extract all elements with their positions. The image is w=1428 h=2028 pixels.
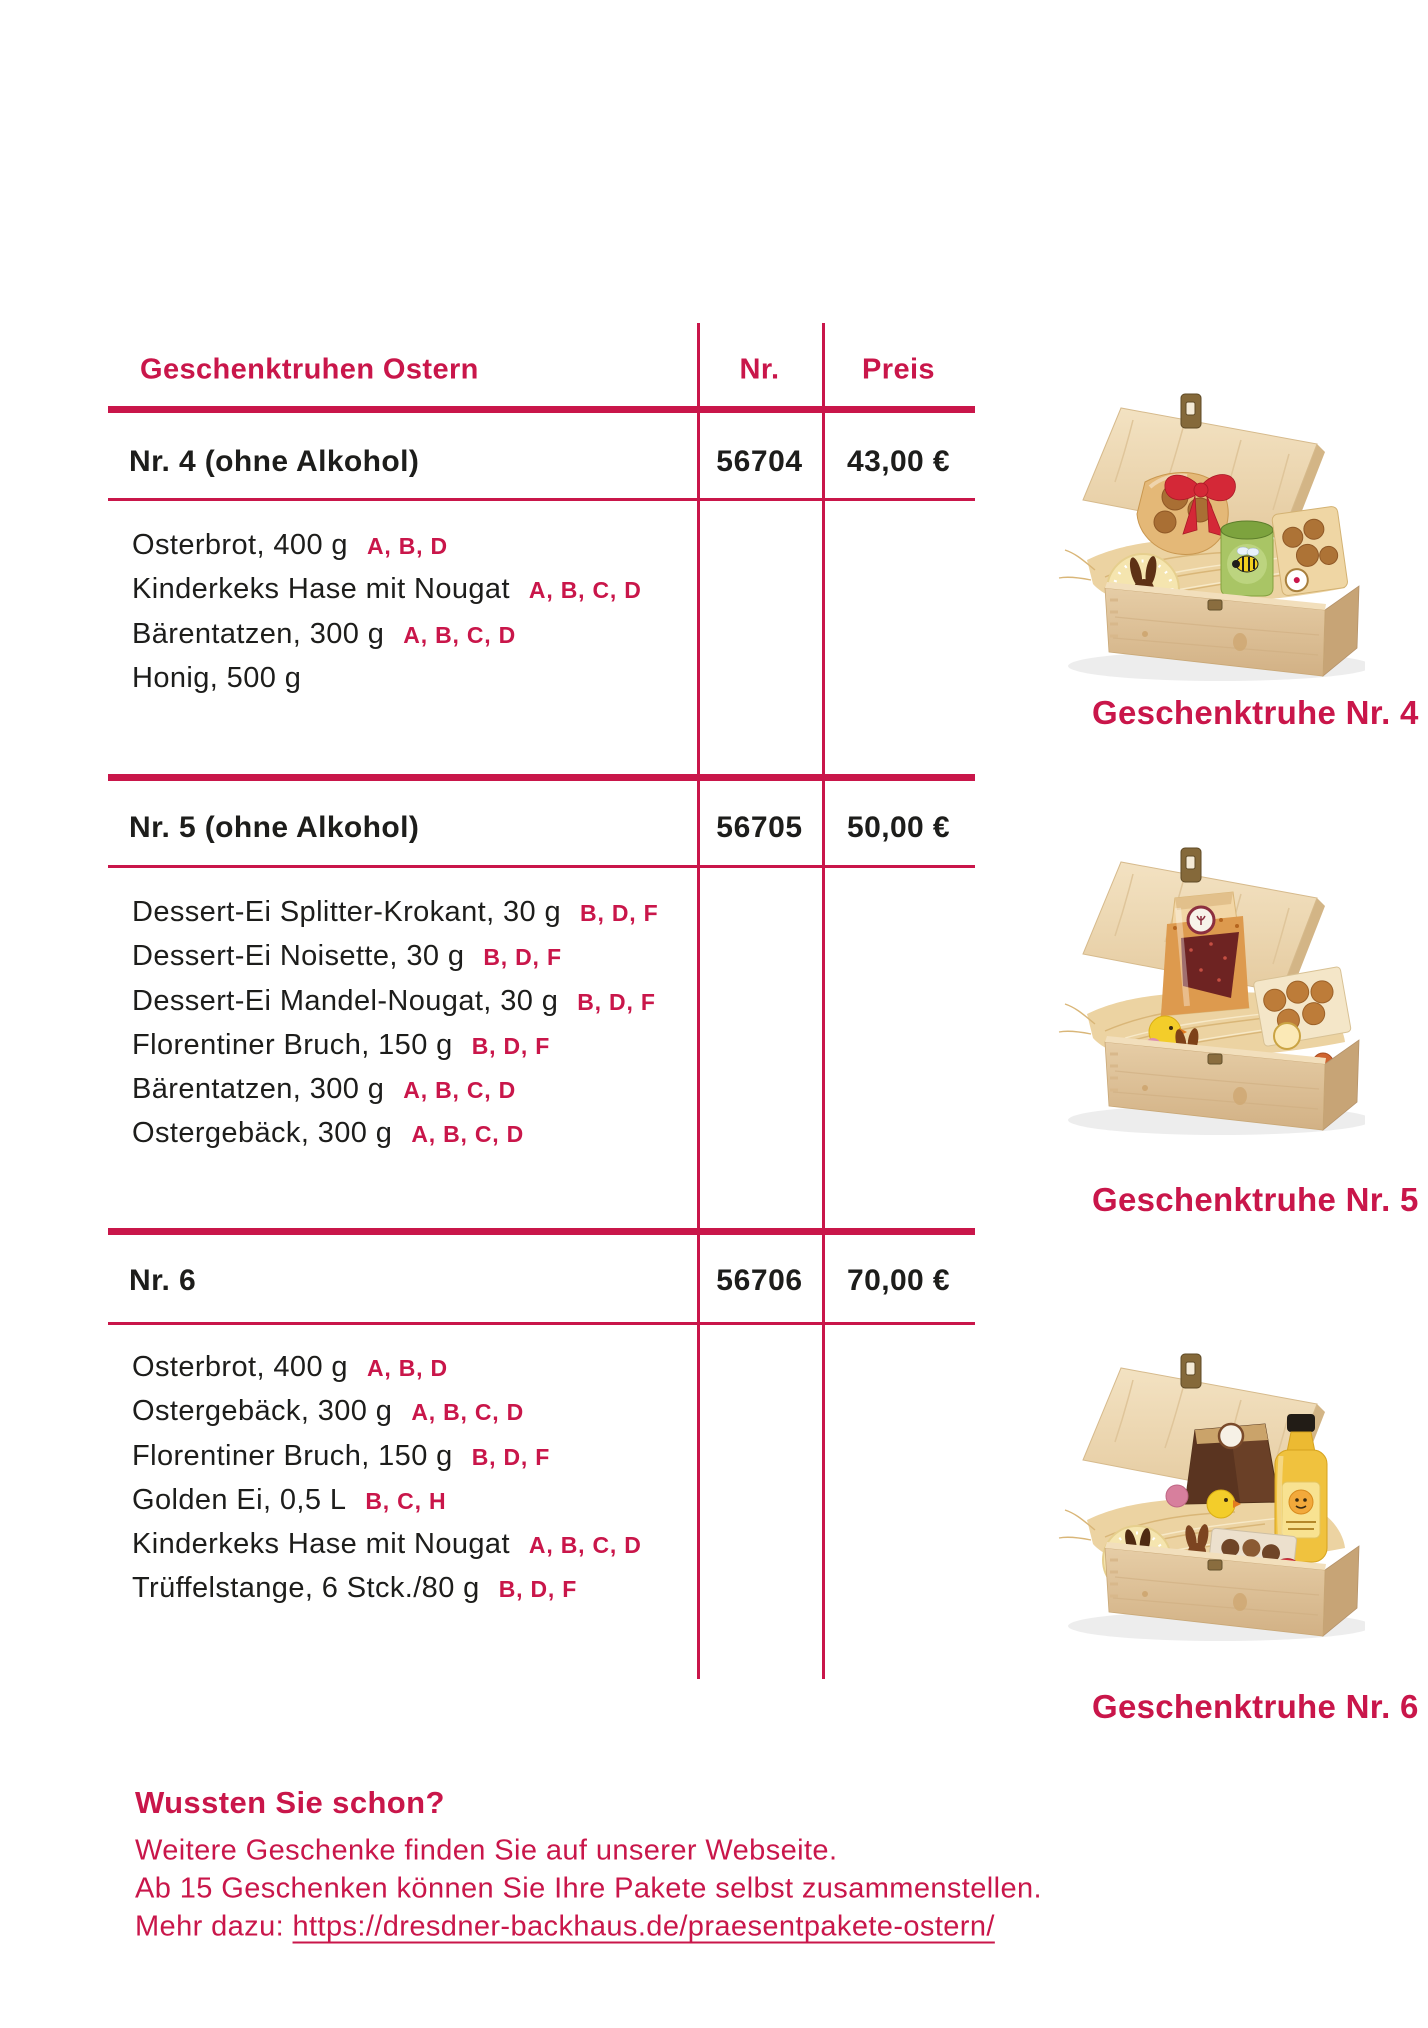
section-5-items (132, 890, 692, 1156)
cookie-pack (1271, 506, 1348, 596)
allergen-codes: B, C, H (365, 1487, 447, 1514)
product-item (132, 1023, 692, 1067)
product-item (132, 1111, 692, 1155)
tray-badge (1274, 1023, 1300, 1049)
product-item (132, 934, 692, 978)
footer-heading: Wussten Sie schon? (135, 1785, 445, 1820)
chocolate-bag (1185, 1424, 1279, 1504)
section-5-name: Nr. 5 (ohne Alkohol) (129, 811, 420, 844)
section-4-name: Nr. 4 (ohne Alkohol) (129, 445, 420, 478)
allergen-codes: A, B, C, D (403, 1077, 517, 1104)
chest-clasp (1181, 394, 1201, 428)
product-name: Florentiner Bruch, 150 g (132, 1028, 453, 1061)
product-item (132, 1345, 692, 1389)
product-name: Osterbrot, 400 g (132, 1351, 348, 1383)
product-name: Ostergebäck, 300 g (132, 1395, 393, 1428)
gift-chest-photo-5 (1025, 846, 1365, 1146)
allergen-codes: A, B, D (366, 533, 448, 559)
section-6-price: 70,00 € (847, 1264, 950, 1297)
section-5-article-number: 56705 (716, 811, 803, 844)
wooden-chest-illustration-5 (1025, 846, 1365, 1146)
table-title: Geschenktruhen Ostern (140, 353, 479, 386)
allergen-codes: A, B, C, D (403, 621, 517, 648)
product-item (132, 979, 692, 1023)
table-divider-vertical-1 (697, 323, 700, 1679)
product-item (132, 612, 692, 656)
wooden-chest-illustration-4 (1025, 392, 1365, 692)
allergen-codes: A, B, C, D (411, 1121, 525, 1148)
honey-jar (1221, 521, 1273, 596)
footer-line-1: Weitere Geschenke finden Sie auf unserer Webseite. (135, 1834, 838, 1867)
gift-chest-photo-6 (1025, 1352, 1365, 1652)
table-rule-section-6 (108, 1228, 975, 1235)
allergen-codes: B, D, F (471, 1443, 551, 1470)
product-name: Dessert-Ei Noisette, 30 g (132, 940, 465, 973)
allergen-codes: B, D, F (498, 1576, 578, 1603)
section-5-price: 50,00 € (847, 811, 950, 844)
table-subrule-section-6 (108, 1322, 975, 1325)
wooden-chest-illustration-6 (1025, 1352, 1365, 1652)
product-item (132, 567, 692, 611)
section-4-article-number: 56704 (716, 445, 803, 478)
table-subrule-section-4 (108, 498, 975, 501)
product-name: Florentiner Bruch, 150 g (132, 1439, 453, 1472)
table-rule-section-5 (108, 774, 975, 781)
allergen-codes: B, D, F (577, 988, 656, 1015)
chest-clasp (1181, 1354, 1201, 1388)
allergen-codes: A, B, C, D (528, 1532, 642, 1559)
photo-caption-4: Geschenktruhe Nr. 4 (1092, 694, 1419, 731)
section-6-items (132, 1345, 692, 1611)
product-name: Dessert-Ei Mandel-Nougat, 30 g (132, 984, 559, 1017)
footer-link-prefix: Mehr dazu: (135, 1910, 293, 1943)
chest-clasp (1181, 848, 1201, 882)
allergen-codes: A, B, D (366, 1355, 448, 1381)
product-item (132, 656, 692, 700)
product-item (132, 1067, 692, 1111)
pink-cookie (1166, 1485, 1188, 1507)
product-name: Ostergebäck, 300 g (132, 1117, 393, 1150)
product-item (132, 1566, 692, 1610)
allergen-codes: B, D, F (471, 1032, 551, 1059)
column-header-preis: Preis (862, 353, 935, 386)
table-subrule-section-5 (108, 865, 975, 868)
product-item (132, 1478, 692, 1522)
product-item (132, 523, 692, 567)
product-name: Trüffelstange, 6 Stck./80 g (132, 1572, 480, 1605)
section-6-article-number: 56706 (716, 1264, 803, 1297)
product-name: Osterbrot, 400 g (132, 529, 348, 561)
photo-caption-6: Geschenktruhe Nr. 6 (1092, 1688, 1419, 1725)
allergen-codes: A, B, C, D (528, 577, 642, 604)
product-name: Kinderkeks Hase mit Nougat (132, 573, 510, 606)
allergen-codes: B, D, F (580, 900, 659, 926)
column-header-nr: Nr. (739, 353, 780, 386)
product-name: Bärentatzen, 300 g (132, 617, 385, 650)
product-name: Bärentatzen, 300 g (132, 1073, 385, 1106)
product-item (132, 1389, 692, 1433)
florentiner-bag (1161, 892, 1249, 1016)
footer-line-3 (135, 1911, 995, 1944)
product-name: Dessert-Ei Splitter-Krokant, 30 g (132, 896, 562, 928)
product-item (132, 1522, 692, 1566)
product-item (132, 1434, 692, 1478)
allergen-codes: A, B, C, D (411, 1399, 525, 1426)
product-name: Kinderkeks Hase mit Nougat (132, 1528, 510, 1561)
product-item (132, 890, 692, 934)
section-4-price: 43,00 € (847, 445, 950, 478)
product-name: Golden Ei, 0,5 L (132, 1483, 347, 1516)
section-6-name: Nr. 6 (129, 1264, 197, 1297)
allergen-codes: B, D, F (483, 944, 562, 971)
footer-line-2: Ab 15 Geschenken können Sie Ihre Pakete selbst zusammenstellen. (135, 1872, 1042, 1905)
table-rule-header (108, 406, 975, 413)
footer-website-link[interactable]: https://dresdner-backhaus.de/praesentpakete-ostern/ (292, 1910, 995, 1943)
table-divider-vertical-2 (822, 323, 825, 1679)
photo-caption-5: Geschenktruhe Nr. 5 (1092, 1181, 1419, 1218)
section-4-items (132, 523, 692, 700)
gift-chest-photo-4 (1025, 392, 1365, 692)
product-name: Honig, 500 g (132, 661, 302, 694)
